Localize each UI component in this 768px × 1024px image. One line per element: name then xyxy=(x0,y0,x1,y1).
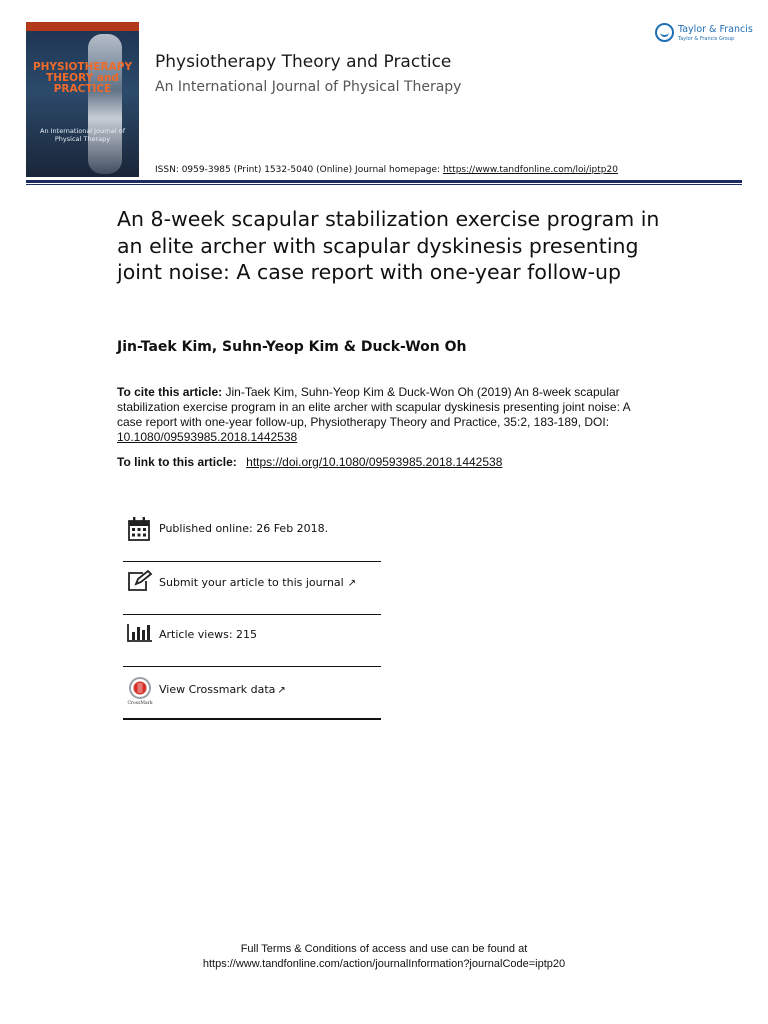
edit-icon xyxy=(127,570,151,594)
bar-chart-icon xyxy=(127,622,151,646)
cite-text: Jin-Taek Kim, Suhn-Yeop Kim & Duck-Won Oh (2019) An 8-week scapular stabilization exercise program in an elite archer with scapular dyskinesis presenting joint noise: A case report with one-year follow-up, Physiotherapy Theory and Practice, 35:2, 183-189, DOI: xyxy=(117,385,630,429)
cover-title: PHYSIOTHERAPY THEORY and PRACTICE xyxy=(32,61,133,95)
cover-figure-image xyxy=(88,34,122,174)
publisher-group: Taylor & Francis Group xyxy=(678,36,735,42)
article-doi-link[interactable]: https://doi.org/10.1080/09593985.2018.1442538 xyxy=(246,455,503,469)
cite-label: To cite this article: xyxy=(117,385,223,399)
journal-cover xyxy=(26,22,139,177)
cite-doi-link[interactable]: 10.1080/09593985.2018.1442538 xyxy=(117,430,298,444)
issn-line xyxy=(155,165,618,175)
link-label: To link to this article: xyxy=(117,455,237,469)
published-date: Published online: 26 Feb 2018. xyxy=(159,522,329,535)
cover-subtitle: An International Journal of Physical Therapy xyxy=(40,127,125,143)
info-divider xyxy=(123,666,381,667)
footer-terms-link[interactable]: https://www.tandfonline.com/action/journalInformation?journalCode=iptp20 xyxy=(202,958,566,970)
header-rule-thin xyxy=(26,184,742,185)
crossmark-icon xyxy=(127,676,153,706)
footer-terms: Full Terms & Conditions of access and use can be found at xyxy=(240,943,528,955)
submit-article-label: Submit your article to this journal xyxy=(159,576,344,589)
article-title: An 8-week scapular stabilization exercise program in an elite archer with scapular dyskinesis presenting joint noise: A case report with one-year follow-up xyxy=(117,207,660,284)
publisher-logo[interactable] xyxy=(655,22,753,48)
journal-subtitle: An International Journal of Physical Therapy xyxy=(155,79,462,95)
external-link-icon: ↗ xyxy=(347,578,357,589)
citation-block xyxy=(117,385,637,445)
publisher-logo-icon xyxy=(655,23,674,42)
info-divider xyxy=(123,561,381,562)
article-authors: Jin-Taek Kim, Suhn-Yeop Kim & Duck-Won Oh xyxy=(117,339,467,355)
published-row xyxy=(123,516,381,556)
publisher-name: Taylor & Francis xyxy=(678,24,753,35)
article-views[interactable]: Article views: 215 xyxy=(159,628,258,641)
external-link-icon: ↗ xyxy=(277,685,286,696)
crossmark-row[interactable] xyxy=(123,676,381,716)
journal-homepage-link[interactable]: https://www.tandfonline.com/loi/iptp20 xyxy=(442,165,618,175)
views-row[interactable] xyxy=(123,622,381,662)
info-divider xyxy=(123,718,381,720)
article-link-line xyxy=(117,455,677,469)
cover-top-band xyxy=(26,22,139,31)
crossmark-link[interactable] xyxy=(159,683,286,696)
submit-article-link[interactable] xyxy=(159,576,356,589)
info-divider xyxy=(123,614,381,615)
issn-text: ISSN: 0959-3985 (Print) 1532-5040 (Online) Journal homepage: xyxy=(155,165,441,175)
submit-row[interactable] xyxy=(123,570,381,610)
crossmark-label: View Crossmark data xyxy=(159,683,276,696)
calendar-icon xyxy=(127,516,151,540)
header-rule xyxy=(26,180,742,183)
crossmark-icon-text: CrossMark xyxy=(127,701,153,706)
journal-title[interactable]: Physiotherapy Theory and Practice xyxy=(155,52,452,72)
